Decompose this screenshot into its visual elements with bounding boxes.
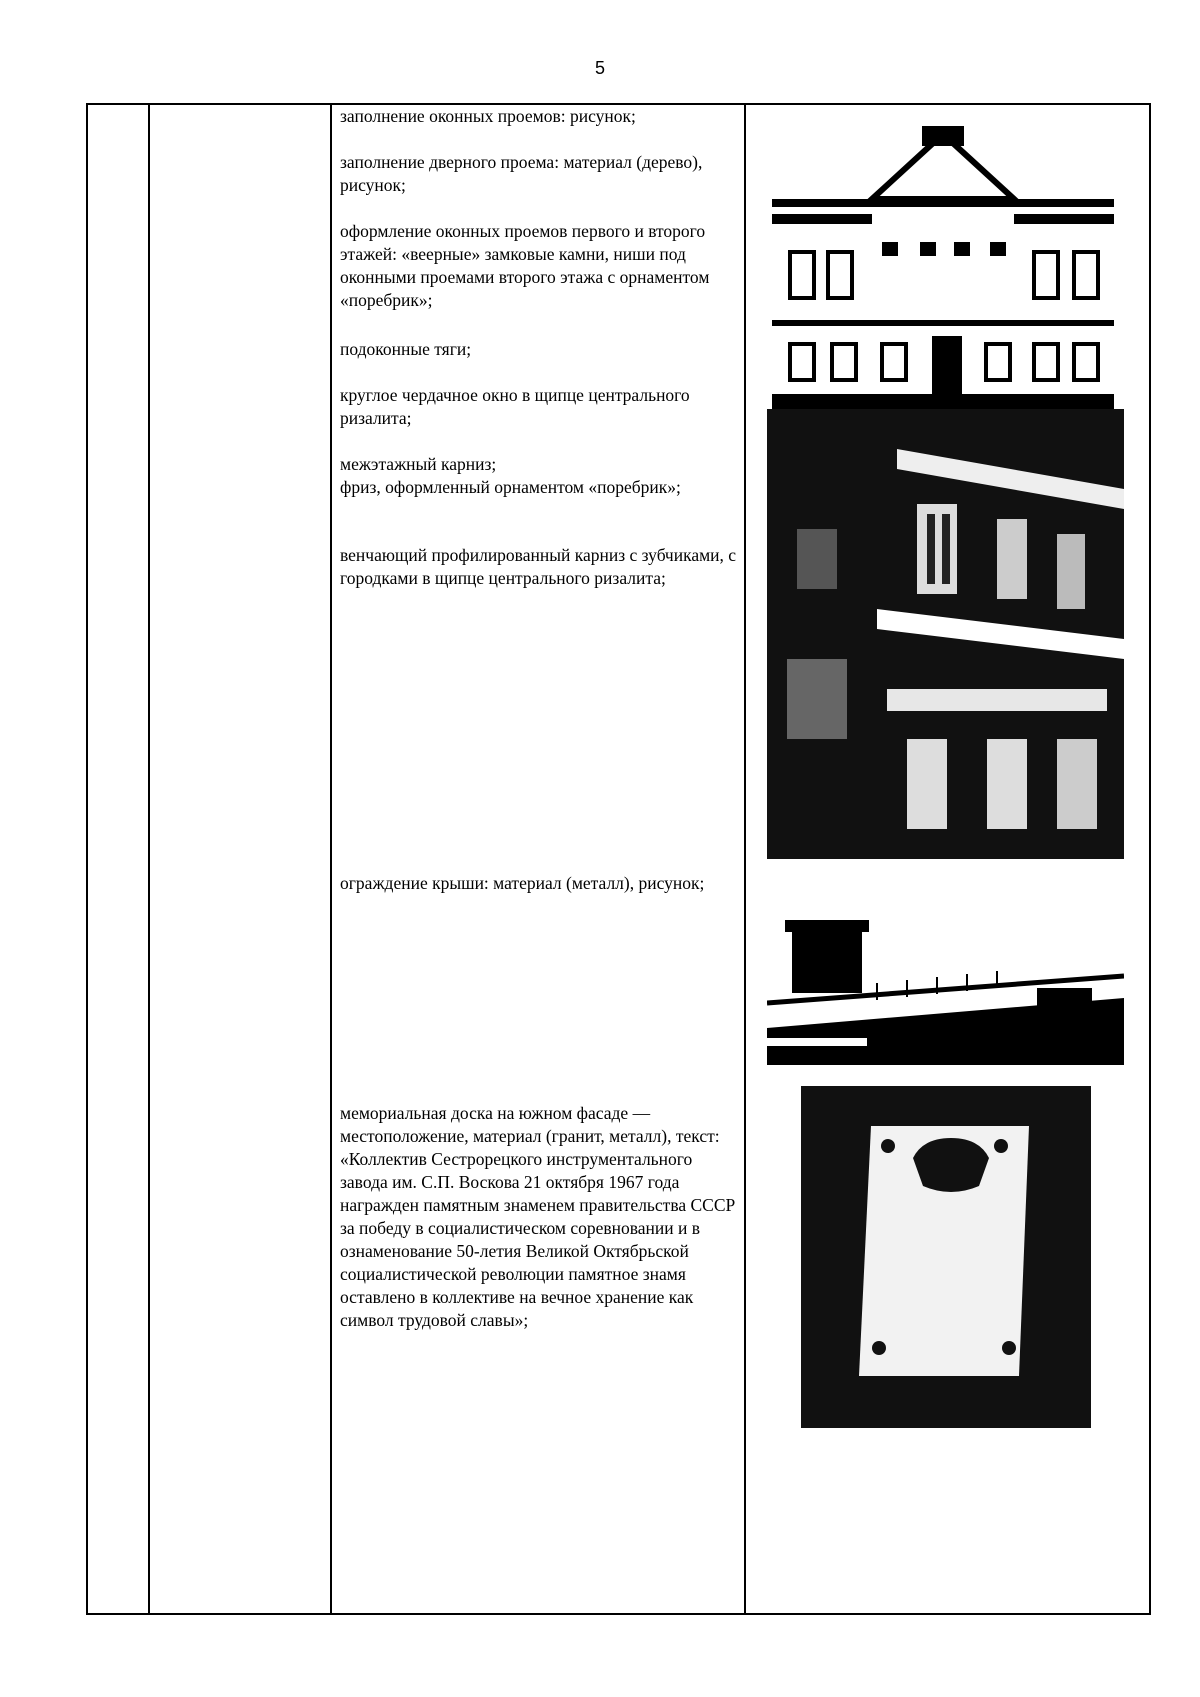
text-door-fill: заполнение дверного проема: материал (дерево), рисунок; xyxy=(340,152,703,195)
roof-fence-photo xyxy=(767,888,1124,1065)
text-frieze: фриз, оформленный орнаментом «поребрик»; xyxy=(340,477,681,497)
text-windows-fill: заполнение оконных проемов: рисунок; xyxy=(340,106,636,126)
facade-angle-photo xyxy=(767,409,1124,859)
column-divider-3 xyxy=(744,105,746,1613)
text-sill-rods: подоконные тяги; xyxy=(340,339,472,359)
column-divider-1 xyxy=(148,105,150,1613)
text-interfloor-cornice: межэтажный карниз; xyxy=(340,454,497,474)
page-number: 5 xyxy=(594,58,605,78)
text-roof-fence: ограждение крыши: материал (металл), рисунок; xyxy=(340,873,705,893)
column-divider-2 xyxy=(330,105,332,1613)
text-crowning-cornice: венчающий профилированный карниз с зубчиками, с городками в щипце центрального ризалита; xyxy=(340,545,737,588)
text-window-decor: оформление оконных проемов первого и второго этажей: «веерные» замковые камни, ниши под оконными проемами второго этажа с орнаментом «поребрик»; xyxy=(340,221,710,310)
facade-gable-photo xyxy=(772,124,1114,409)
text-attic-window: круглое чердачное окно в щипце центрального ризалита; xyxy=(340,385,690,428)
text-memorial-plaque: мемориальная доска на южном фасаде — местоположение, материал (гранит, металл), текст: «Коллектив Сестрорецкого инструментального завода им. С.П. Воскова 21 октября 1967 года награжден памятным знаменем правительства СССР за победу в социалистическом соревновании и в ознаменование 50-летия Великой Октябрьской социалистической революции памятное знамя оставлено в коллективе на вечное хранение как символ трудовой славы»; xyxy=(340,1103,736,1330)
memorial-plaque-photo xyxy=(801,1086,1091,1428)
